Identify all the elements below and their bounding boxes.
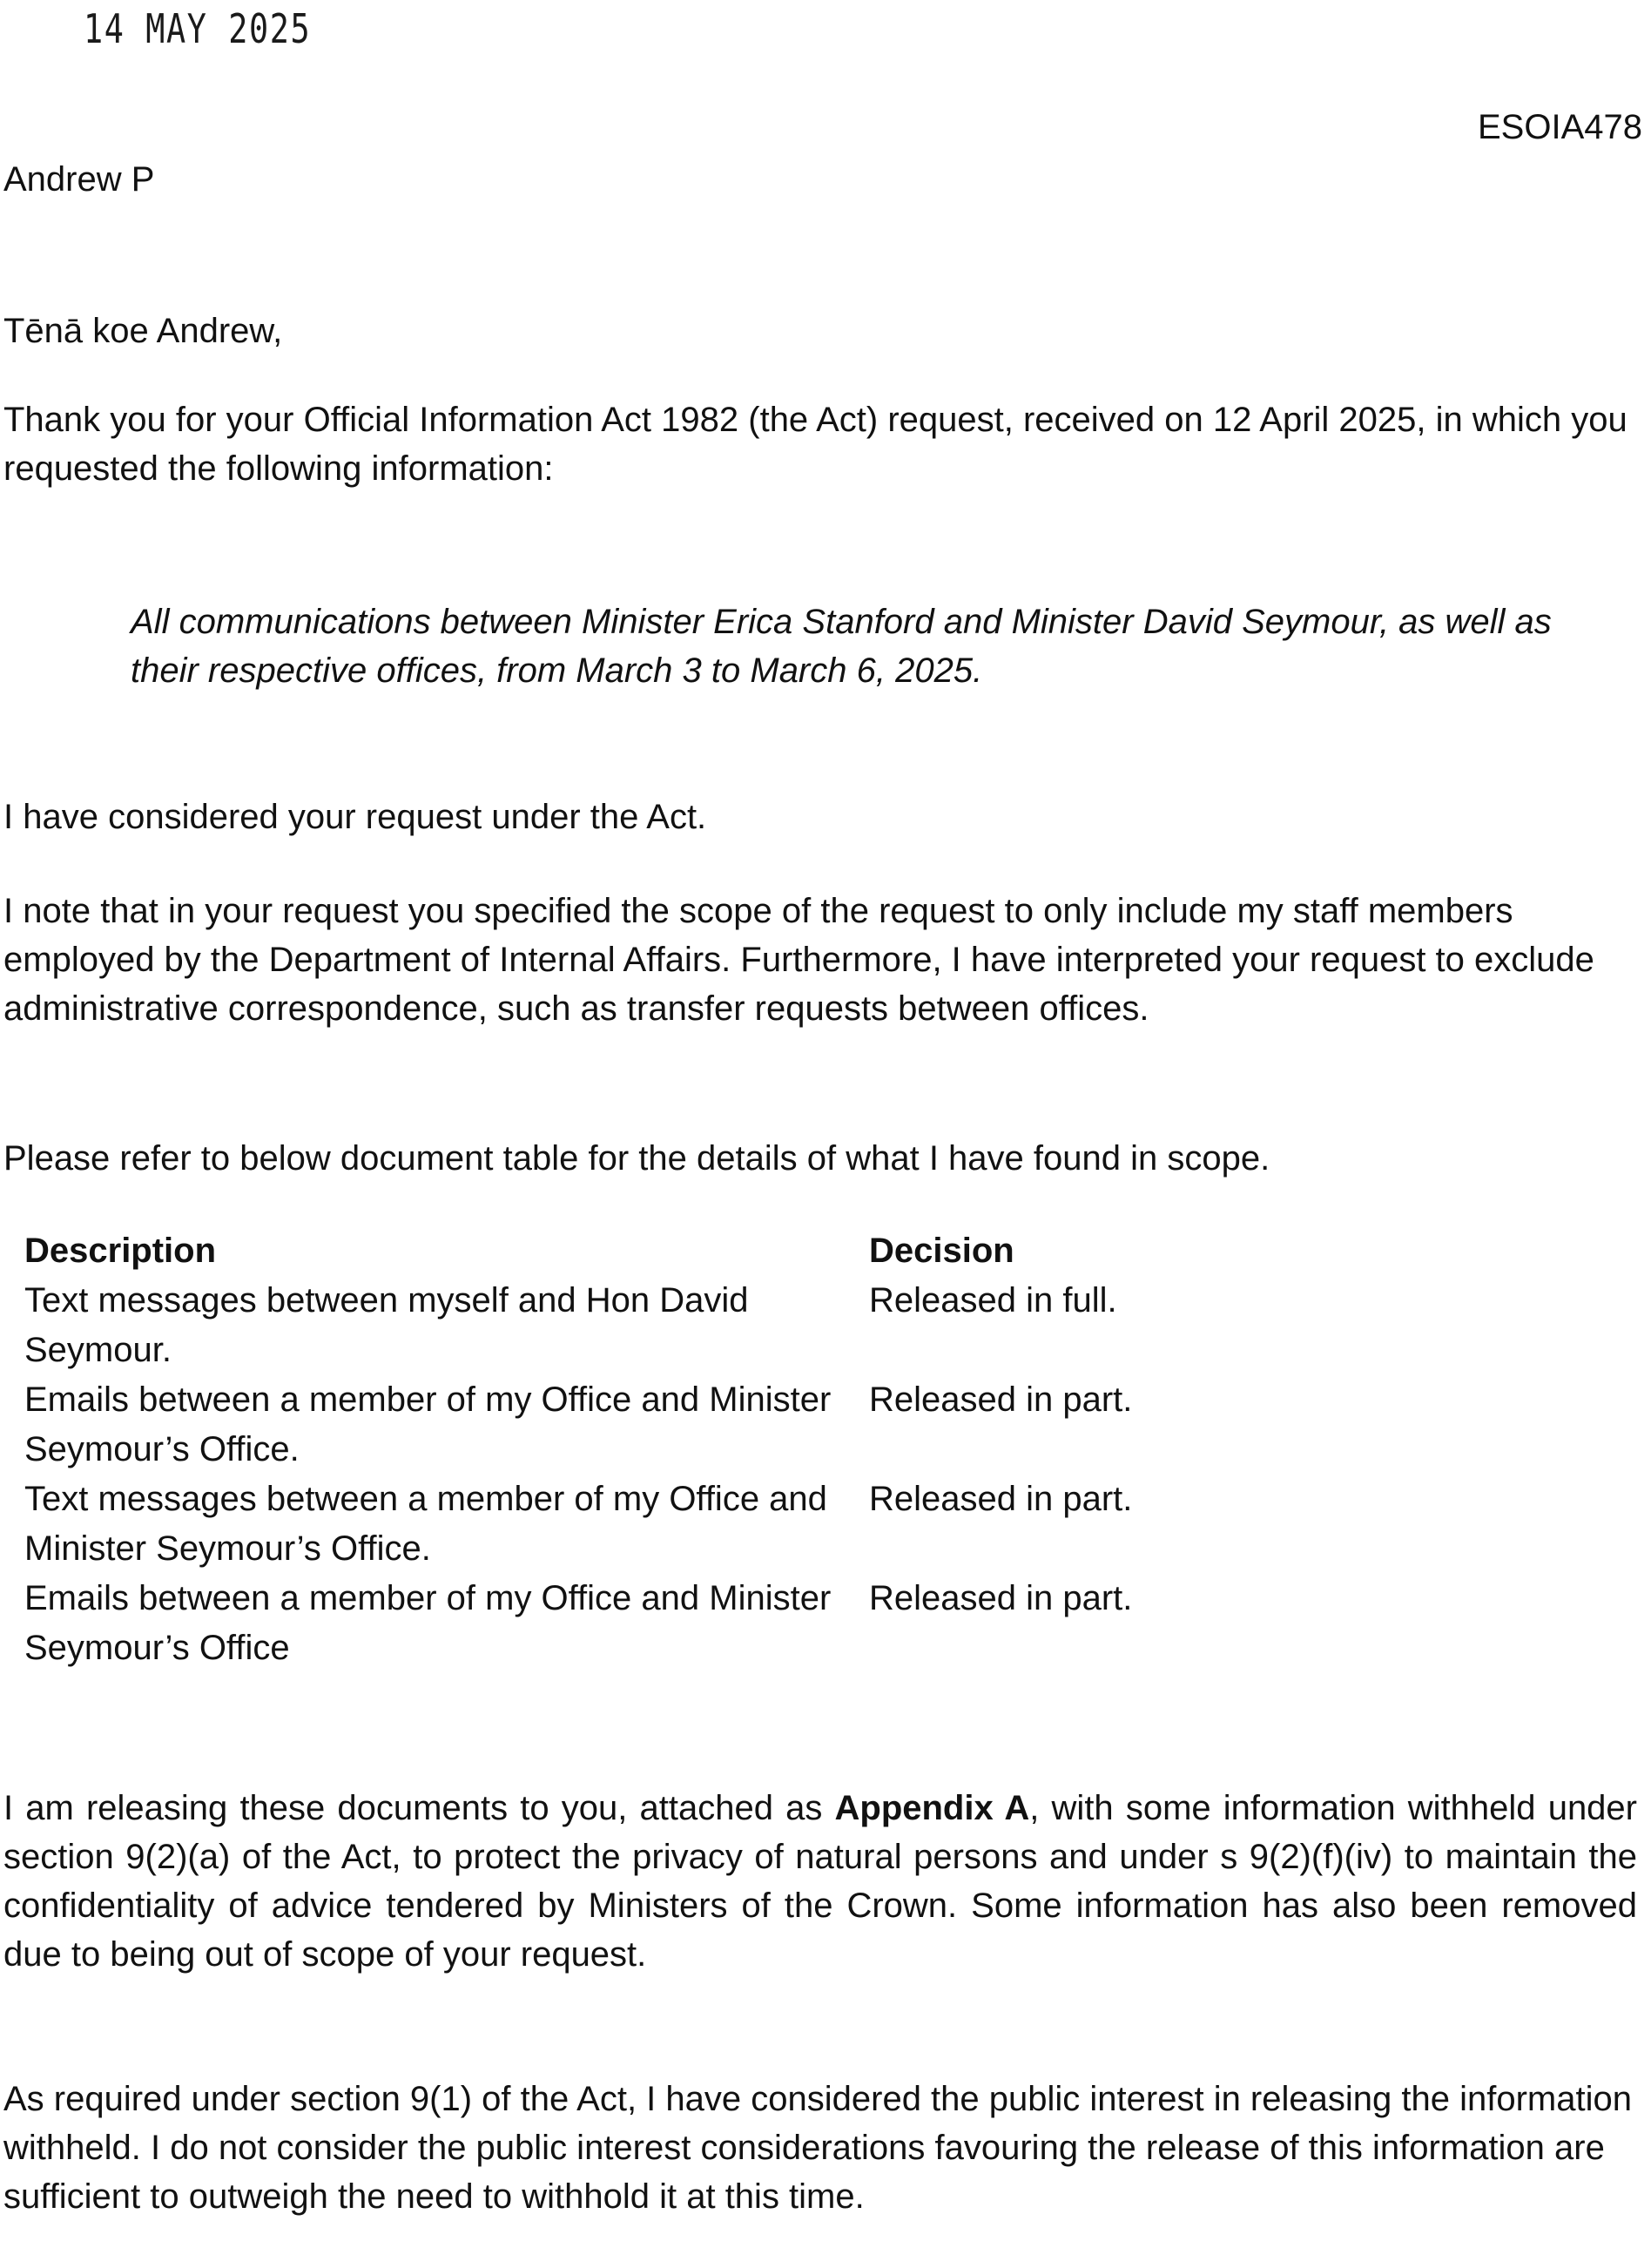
- intro-paragraph: Thank you for your Official Information Act 1982 (the Act) request, received on 12 April 2025, in which you requested the following information:: [3, 401, 1627, 488]
- row-description: Text messages between a member of my Office and Minister Seymour’s Office.: [24, 1480, 827, 1568]
- document-table: [24, 1226, 1243, 1673]
- release-text-start: I am releasing these documents to you, attached as: [3, 1789, 835, 1827]
- appendix-reference: Appendix A: [834, 1789, 1030, 1827]
- row-description: Emails between a member of my Office and Minister Seymour’s Office: [24, 1579, 832, 1667]
- row-description: Emails between a member of my Office and Minister Seymour’s Office.: [24, 1380, 832, 1468]
- row-decision: Released in part.: [869, 1380, 1133, 1419]
- table-header-row: [24, 1226, 1243, 1276]
- recipient-name: Andrew P: [3, 160, 155, 199]
- row-decision: Released in part.: [869, 1480, 1133, 1518]
- table-row: [24, 1375, 1243, 1475]
- public-interest-paragraph: As required under section 9(1) of the Act, I have considered the public interest in releasing the information withheld. I do not consider the public interest considerations favouring the release of this information are sufficient to outweigh the need to withhold it at this time.: [3, 2080, 1632, 2216]
- table-row: [24, 1475, 1243, 1574]
- salutation: Tēnā koe Andrew,: [3, 312, 283, 350]
- request-quote: All communications between Minister Erica Stanford and Minister David Seymour, as well as their respective offices, from March 3 to March 6, 2025.: [131, 603, 1552, 690]
- table-intro-paragraph: Please refer to below document table for the details of what I have found in scope.: [3, 1139, 1270, 1178]
- reference-number: ESOIA478: [1477, 108, 1642, 146]
- table-row: [24, 1574, 1243, 1673]
- row-decision: Released in part.: [869, 1579, 1133, 1617]
- row-decision: Released in full.: [869, 1281, 1117, 1320]
- considered-paragraph: I have considered your request under the Act.: [3, 798, 707, 836]
- row-description: Text messages between myself and Hon David Seymour.: [24, 1281, 749, 1369]
- date-stamp: 14 MAY 2025: [84, 5, 312, 52]
- release-paragraph: [3, 1784, 1637, 1979]
- decision-header: Decision: [869, 1232, 1014, 1270]
- description-header: Description: [24, 1232, 217, 1270]
- table-row: [24, 1276, 1243, 1375]
- release-text-end: , with some information withheld under section 9(2)(a) of the Act, to protect the privacy of natural persons and under s 9(2)(f)(iv) to maintain the confidentiality of advice tendered by Ministers of the Crown. Some information has also been removed due to being out of scope of your request.: [3, 1789, 1637, 1974]
- scope-paragraph: I note that in your request you specified the scope of the request to only include my staff members employed by the Department of Internal Affairs. Furthermore, I have interpreted your request to exclude administrative correspondence, such as transfer requests between offices.: [3, 892, 1594, 1028]
